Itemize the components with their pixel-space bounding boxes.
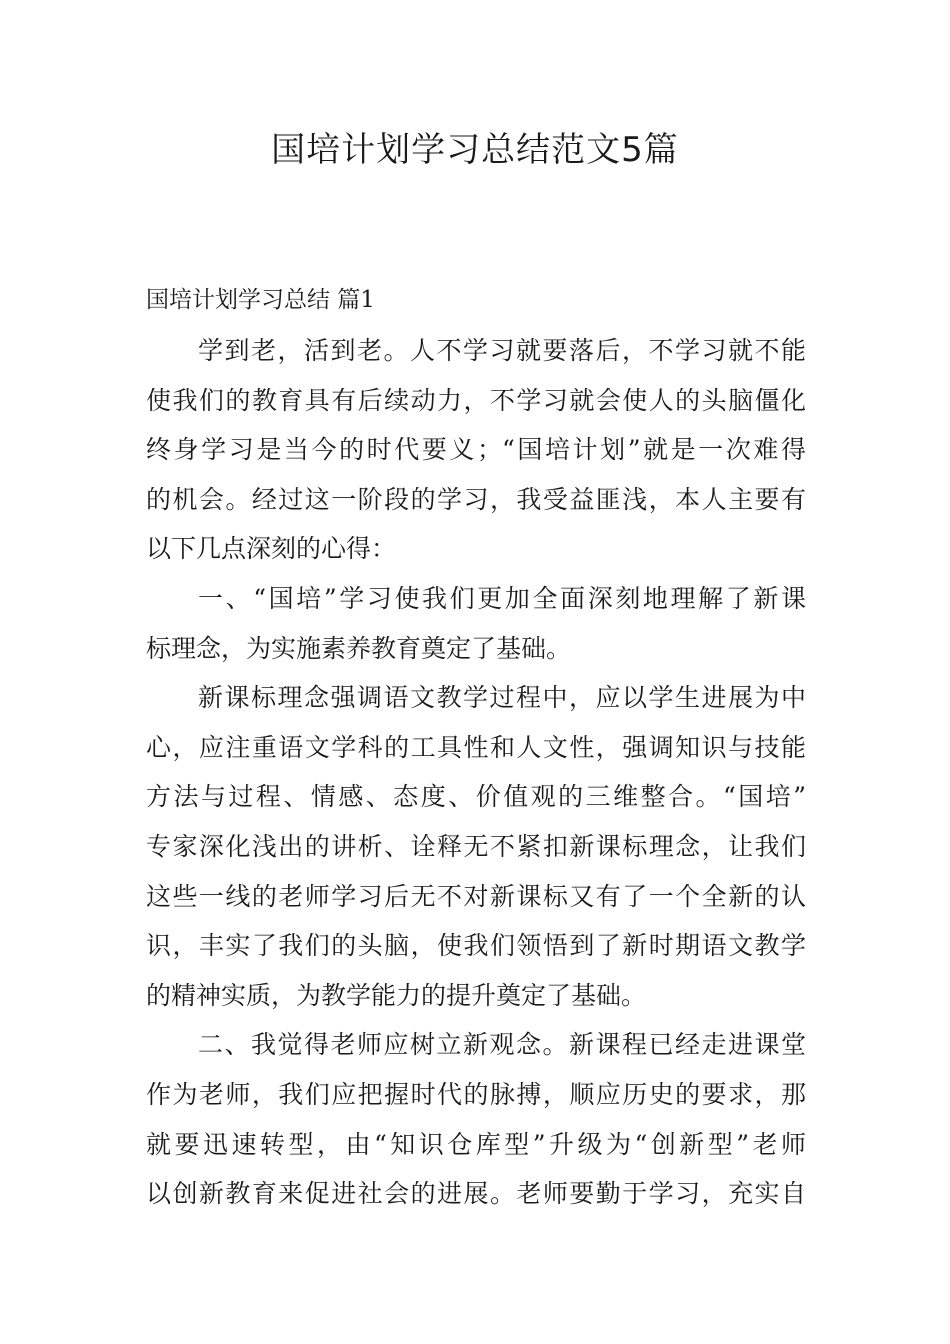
paragraph-line: 的精神实质，为教学能力的提升奠定了基础。 (146, 980, 647, 1010)
paragraph-line: 方法与过程、情感、态度、价值观的三维整合。“国培” (146, 782, 806, 812)
paragraph-line: 的机会。经过这一阶段的学习，我受益匪浅，本人主要有 (146, 484, 806, 514)
paragraph-line: 二、我觉得老师应树立新观念。新课程已经走进课堂 (198, 1030, 806, 1060)
paragraph-line: 以创新教育来促进社会的进展。老师要勤于学习，充实自 (146, 1179, 806, 1209)
section-heading: 国培计划学习总结 篇1 (146, 287, 375, 313)
paragraph-line: 学到老，活到老。人不学习就要落后，不学习就不能 (198, 336, 806, 365)
paragraph-line: 标理念，为实施素养教育奠定了基础。 (146, 633, 572, 663)
paragraph-line: 使我们的教育具有后续动力，不学习就会使人的头脑僵化 (146, 385, 806, 415)
document-body (146, 326, 806, 1219)
paragraph-line: 这些一线的老师学习后无不对新课标又有了一个全新的认 (146, 881, 806, 911)
paragraph-line: 终身学习是当今的时代要义；“国培计划”就是一次难得 (146, 435, 806, 465)
paragraph-line: 就要迅速转型，由“知识仓库型”升级为“创新型”老师 (146, 1129, 806, 1159)
paragraph-line: 专家深化浅出的讲析、诠释无不紧扣新课标理念，让我们 (146, 831, 806, 861)
paragraph-line: 新课标理念强调语文教学过程中，应以学生进展为中 (198, 683, 806, 713)
paragraph-line: 作为老师，我们应把握时代的脉搏，顺应历史的要求，那 (146, 1079, 806, 1109)
paragraph-line: 识，丰实了我们的头脑，使我们领悟到了新时期语文教学 (146, 931, 806, 961)
paragraph-line: 一、“国培”学习使我们更加全面深刻地理解了新课 (198, 583, 806, 613)
paragraph-line: 心，应注重语文学科的工具性和人文性，强调知识与技能 (146, 732, 806, 762)
paragraph-line: 以下几点深刻的心得： (146, 534, 397, 564)
document-title: 国培计划学习总结范文5篇 (271, 130, 679, 170)
